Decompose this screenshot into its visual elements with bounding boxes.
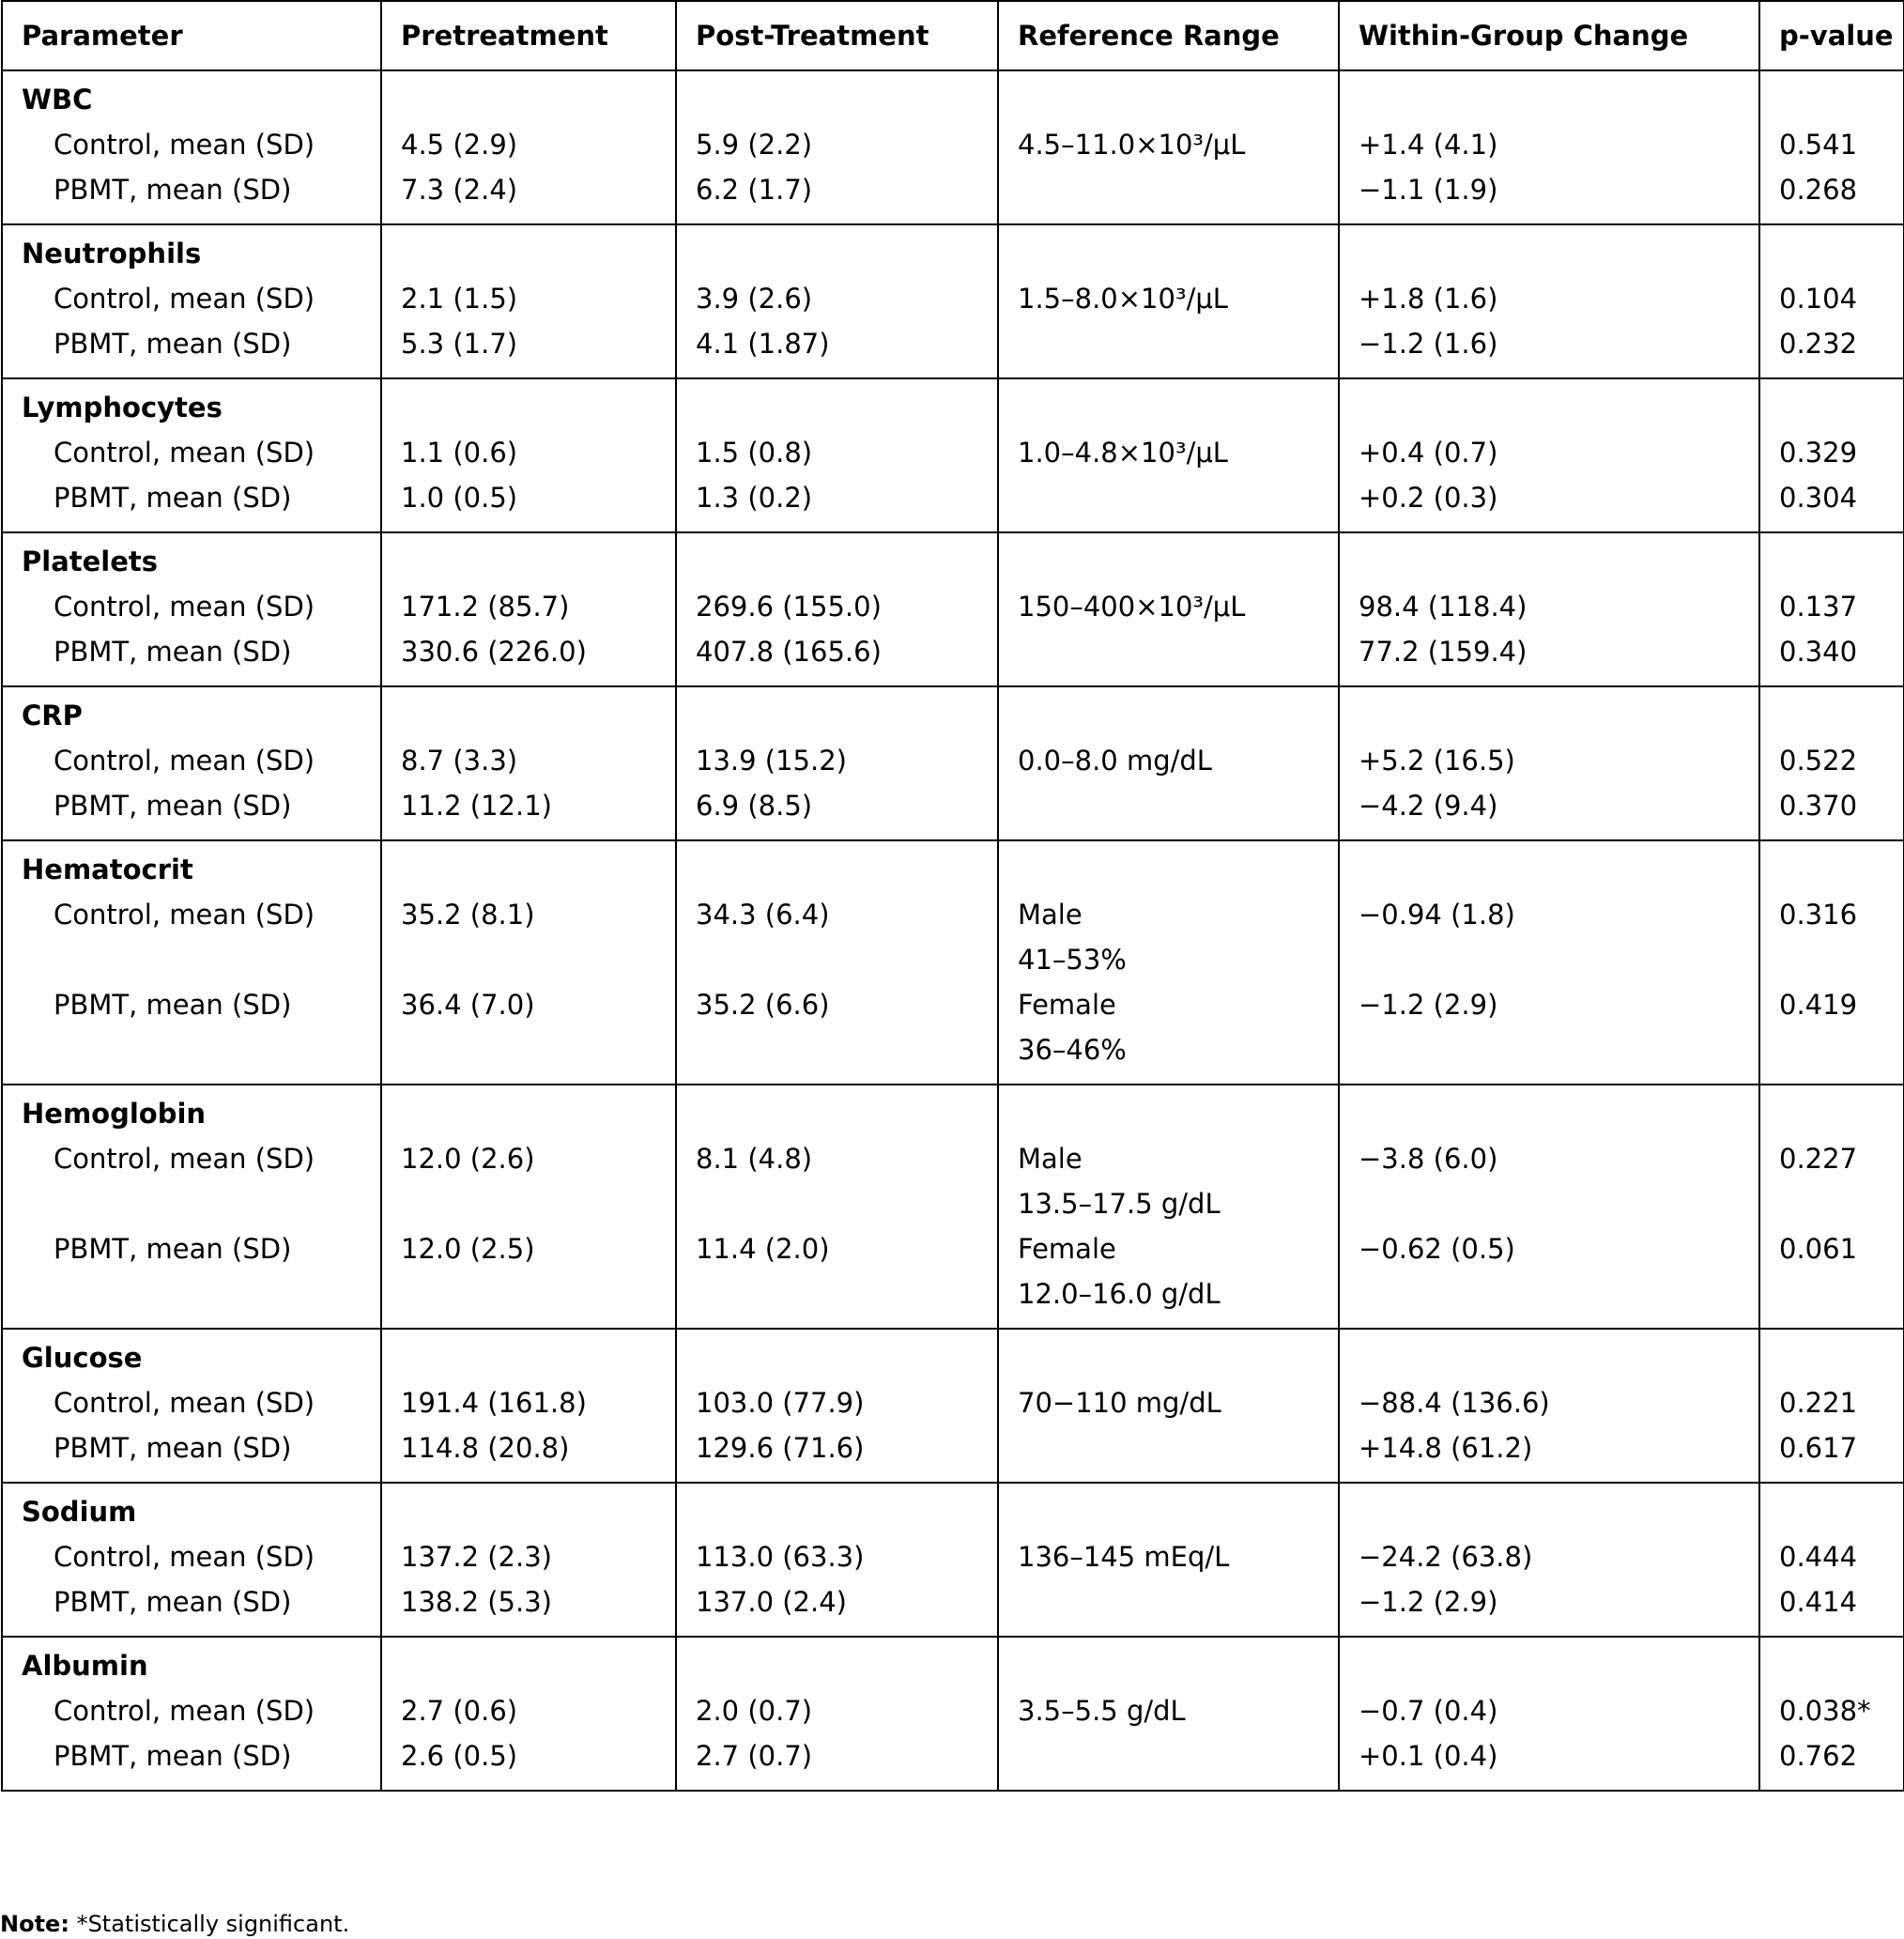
pretreatment-value: 2.7 (0.6) xyxy=(401,1695,518,1727)
parameter-cell xyxy=(2,1085,381,1329)
post-treatment-cell xyxy=(676,532,998,686)
change-value: −88.4 (136.6) xyxy=(1359,1387,1550,1419)
spacer-line xyxy=(696,385,997,430)
post-treatment-value: 129.6 (71.6) xyxy=(696,1432,865,1464)
spacer-line xyxy=(696,937,997,982)
pretreatment-cell xyxy=(381,224,676,378)
p-value-cell xyxy=(1759,70,1904,224)
post-treatment-value: 4.1 (1.87) xyxy=(696,328,830,360)
group-name: Hematocrit xyxy=(22,854,193,885)
p-value: 0.268 xyxy=(1779,174,1858,206)
group-name: WBC xyxy=(22,84,93,115)
spacer-line xyxy=(401,1643,675,1688)
spacer-line xyxy=(1018,385,1338,430)
spacer-line xyxy=(1018,693,1338,738)
row-label: PBMT, mean (SD) xyxy=(54,1233,292,1265)
post-treatment-value: 34.3 (6.4) xyxy=(696,899,830,931)
pretreatment-value: 4.5 (2.9) xyxy=(401,129,518,161)
pretreatment-cell xyxy=(381,1637,676,1791)
spacer-line xyxy=(1779,1643,1903,1688)
spacer-line xyxy=(696,1091,997,1136)
spacer-line xyxy=(22,1181,380,1226)
post-treatment-value: 3.9 (2.6) xyxy=(696,283,813,315)
pretreatment-value: 2.6 (0.5) xyxy=(401,1740,518,1772)
table-row xyxy=(2,532,1904,686)
post-treatment-value: 11.4 (2.0) xyxy=(696,1233,830,1265)
change-value: 98.4 (118.4) xyxy=(1359,591,1528,623)
spacer-line xyxy=(1018,847,1338,892)
p-value: 0.340 xyxy=(1779,636,1858,668)
spacer-line xyxy=(1779,539,1903,584)
change-cell xyxy=(1339,840,1759,1085)
pretreatment-cell xyxy=(381,840,676,1085)
p-value-cell xyxy=(1759,686,1904,840)
post-treatment-cell xyxy=(676,1483,998,1637)
spacer-line xyxy=(1359,539,1758,584)
post-treatment-cell xyxy=(676,840,998,1085)
reference-range-value: Female xyxy=(1018,989,1116,1021)
p-value-cell xyxy=(1759,378,1904,532)
change-value: −4.2 (9.4) xyxy=(1359,790,1498,822)
spacer-line xyxy=(1779,77,1903,122)
parameter-cell xyxy=(2,840,381,1085)
post-treatment-cell xyxy=(676,224,998,378)
reference-range-cell xyxy=(998,1483,1339,1637)
reference-range-cell xyxy=(998,70,1339,224)
row-label: Control, mean (SD) xyxy=(54,283,315,315)
reference-range-value: Female xyxy=(1018,1233,1116,1265)
parameter-cell xyxy=(2,1483,381,1637)
group-name: Albumin xyxy=(22,1650,148,1682)
group-name: Sodium xyxy=(22,1496,137,1528)
reference-range-value: 36–46% xyxy=(1018,1034,1127,1066)
change-value: −1.2 (2.9) xyxy=(1359,1586,1498,1618)
reference-range-cell xyxy=(998,378,1339,532)
p-value: 0.304 xyxy=(1779,482,1858,514)
reference-range-value: 13.5–17.5 g/dL xyxy=(1018,1188,1221,1220)
post-treatment-value: 5.9 (2.2) xyxy=(696,129,813,161)
spacer-line xyxy=(401,231,675,276)
p-value: 0.370 xyxy=(1779,790,1858,822)
reference-range-cell xyxy=(998,224,1339,378)
spacer-line xyxy=(401,847,675,892)
spacer-line xyxy=(1779,693,1903,738)
post-treatment-value: 269.6 (155.0) xyxy=(696,591,882,623)
reference-range-value: 4.5–11.0×10³/μL xyxy=(1018,129,1246,161)
spacer-line xyxy=(696,1335,997,1380)
post-treatment-value: 103.0 (77.9) xyxy=(696,1387,865,1419)
p-value-cell xyxy=(1759,1085,1904,1329)
p-value-cell xyxy=(1759,840,1904,1085)
row-label: Control, mean (SD) xyxy=(54,1695,315,1727)
table-header xyxy=(2,1,1904,70)
post-treatment-cell xyxy=(676,686,998,840)
p-value: 0.137 xyxy=(1779,591,1858,623)
pretreatment-value: 36.4 (7.0) xyxy=(401,989,535,1021)
row-label: Control, mean (SD) xyxy=(54,1387,315,1419)
p-value-cell xyxy=(1759,1483,1904,1637)
spacer-line xyxy=(696,1181,997,1226)
change-value: −0.62 (0.5) xyxy=(1359,1233,1515,1265)
note-label: Note: xyxy=(0,1911,69,1937)
table-row xyxy=(2,1085,1904,1329)
p-value-cell xyxy=(1759,224,1904,378)
row-label: Control, mean (SD) xyxy=(54,1143,315,1175)
p-value: 0.541 xyxy=(1779,129,1858,161)
pretreatment-value: 171.2 (85.7) xyxy=(401,591,570,623)
row-label: PBMT, mean (SD) xyxy=(54,328,292,360)
spacer-line xyxy=(401,539,675,584)
p-value-cell xyxy=(1759,1637,1904,1791)
group-name: CRP xyxy=(22,700,83,731)
change-cell xyxy=(1339,1329,1759,1483)
post-treatment-cell xyxy=(676,1329,998,1483)
group-name: Neutrophils xyxy=(22,238,202,269)
pretreatment-cell xyxy=(381,686,676,840)
spacer-line xyxy=(401,1181,675,1226)
reference-range-value: 1.5–8.0×10³/μL xyxy=(1018,283,1228,315)
change-value: −24.2 (63.8) xyxy=(1359,1541,1533,1573)
pretreatment-cell xyxy=(381,1085,676,1329)
spacer-line xyxy=(1018,1643,1338,1688)
spacer-line xyxy=(401,77,675,122)
change-value: +0.4 (0.7) xyxy=(1359,437,1498,469)
header-p-value: p-value xyxy=(1759,1,1904,70)
spacer-line xyxy=(401,1335,675,1380)
spacer-line xyxy=(401,693,675,738)
pretreatment-value: 8.7 (3.3) xyxy=(401,745,518,777)
pretreatment-cell xyxy=(381,1483,676,1637)
header-pretreatment: Pretreatment xyxy=(381,1,676,70)
change-cell xyxy=(1339,224,1759,378)
p-value: 0.414 xyxy=(1779,1586,1858,1618)
p-value: 0.221 xyxy=(1779,1387,1858,1419)
spacer-line xyxy=(1359,1489,1758,1534)
change-cell xyxy=(1339,1085,1759,1329)
row-label: Control, mean (SD) xyxy=(54,591,315,623)
table-row xyxy=(2,70,1904,224)
row-label: PBMT, mean (SD) xyxy=(54,1586,292,1618)
change-cell xyxy=(1339,1483,1759,1637)
spacer-line xyxy=(1779,847,1903,892)
p-value: 0.232 xyxy=(1779,328,1858,360)
spacer-line xyxy=(696,693,997,738)
change-value: −0.7 (0.4) xyxy=(1359,1695,1498,1727)
post-treatment-value: 2.7 (0.7) xyxy=(696,1740,813,1772)
row-label: Control, mean (SD) xyxy=(54,745,315,777)
row-label: PBMT, mean (SD) xyxy=(54,790,292,822)
spacer-line xyxy=(696,77,997,122)
pretreatment-value: 1.0 (0.5) xyxy=(401,482,518,514)
spacer-line xyxy=(1359,77,1758,122)
parameter-cell xyxy=(2,1329,381,1483)
reference-range-cell xyxy=(998,840,1339,1085)
row-label: Control, mean (SD) xyxy=(54,1541,315,1573)
pretreatment-value: 7.3 (2.4) xyxy=(401,174,518,206)
header-within-group-change: Within-Group Change xyxy=(1339,1,1759,70)
post-treatment-value: 2.0 (0.7) xyxy=(696,1695,813,1727)
row-label: PBMT, mean (SD) xyxy=(54,482,292,514)
pretreatment-cell xyxy=(381,378,676,532)
post-treatment-cell xyxy=(676,1085,998,1329)
table-row xyxy=(2,1329,1904,1483)
table-row xyxy=(2,1483,1904,1637)
spacer-line xyxy=(1018,77,1338,122)
spacer-line xyxy=(1779,385,1903,430)
post-treatment-value: 6.9 (8.5) xyxy=(696,790,813,822)
post-treatment-value: 13.9 (15.2) xyxy=(696,745,847,777)
spacer-line xyxy=(696,1643,997,1688)
spacer-line xyxy=(22,937,380,982)
p-value: 0.444 xyxy=(1779,1541,1858,1573)
p-value-cell xyxy=(1759,1329,1904,1483)
spacer-line xyxy=(1018,1489,1338,1534)
spacer-line xyxy=(696,539,997,584)
table-note xyxy=(0,1910,349,1938)
parameter-cell xyxy=(2,1637,381,1791)
change-cell xyxy=(1339,378,1759,532)
table-row xyxy=(2,840,1904,1085)
change-value: 77.2 (159.4) xyxy=(1359,636,1528,668)
pretreatment-cell xyxy=(381,532,676,686)
post-treatment-value: 407.8 (165.6) xyxy=(696,636,882,668)
header-parameter: Parameter xyxy=(2,1,381,70)
pretreatment-value: 5.3 (1.7) xyxy=(401,328,518,360)
spacer-line xyxy=(1779,1489,1903,1534)
p-value: 0.762 xyxy=(1779,1740,1858,1772)
spacer-line xyxy=(401,1091,675,1136)
reference-range-value: 136–145 mEq/L xyxy=(1018,1541,1230,1573)
row-label: Control, mean (SD) xyxy=(54,899,315,931)
header-post-treatment: Post-Treatment xyxy=(676,1,998,70)
reference-range-cell xyxy=(998,1085,1339,1329)
post-treatment-value: 8.1 (4.8) xyxy=(696,1143,813,1175)
p-value: 0.419 xyxy=(1779,989,1858,1021)
post-treatment-cell xyxy=(676,378,998,532)
spacer-line xyxy=(1359,1091,1758,1136)
group-name: Glucose xyxy=(22,1342,143,1374)
spacer-line xyxy=(1779,1091,1903,1136)
change-value: −0.94 (1.8) xyxy=(1359,899,1515,931)
p-value: 0.061 xyxy=(1779,1233,1858,1265)
reference-range-value: 0.0–8.0 mg/dL xyxy=(1018,745,1212,777)
spacer-line xyxy=(1779,937,1903,982)
p-value: 0.617 xyxy=(1779,1432,1858,1464)
p-value-cell xyxy=(1759,532,1904,686)
reference-range-value: Male xyxy=(1018,899,1083,931)
p-value: 0.522 xyxy=(1779,745,1858,777)
spacer-line xyxy=(1779,231,1903,276)
table-row xyxy=(2,378,1904,532)
group-name: Hemoglobin xyxy=(22,1098,207,1130)
pretreatment-value: 114.8 (20.8) xyxy=(401,1432,570,1464)
spacer-line xyxy=(1359,385,1758,430)
change-value: −3.8 (6.0) xyxy=(1359,1143,1498,1175)
pretreatment-value: 330.6 (226.0) xyxy=(401,636,587,668)
spacer-line xyxy=(401,937,675,982)
spacer-line xyxy=(1359,1643,1758,1688)
post-treatment-value: 137.0 (2.4) xyxy=(696,1586,847,1618)
table-row xyxy=(2,1637,1904,1791)
change-value: +1.4 (4.1) xyxy=(1359,129,1498,161)
spacer-line xyxy=(1779,1181,1903,1226)
spacer-line xyxy=(696,847,997,892)
row-label: PBMT, mean (SD) xyxy=(54,174,292,206)
table-row xyxy=(2,224,1904,378)
row-label: Control, mean (SD) xyxy=(54,437,315,469)
row-label: PBMT, mean (SD) xyxy=(54,1432,292,1464)
row-label: PBMT, mean (SD) xyxy=(54,1740,292,1772)
change-value: +14.8 (61.2) xyxy=(1359,1432,1533,1464)
row-label: PBMT, mean (SD) xyxy=(54,989,292,1021)
parameter-cell xyxy=(2,686,381,840)
group-name: Lymphocytes xyxy=(22,392,223,423)
spacer-line xyxy=(1359,847,1758,892)
reference-range-value: 41–53% xyxy=(1018,944,1127,976)
reference-range-cell xyxy=(998,686,1339,840)
pretreatment-value: 191.4 (161.8) xyxy=(401,1387,587,1419)
change-cell xyxy=(1339,1637,1759,1791)
pretreatment-value: 11.2 (12.1) xyxy=(401,790,552,822)
spacer-line xyxy=(1359,693,1758,738)
reference-range-cell xyxy=(998,1637,1339,1791)
change-value: −1.1 (1.9) xyxy=(1359,174,1498,206)
spacer-line xyxy=(696,231,997,276)
parameter-cell xyxy=(2,224,381,378)
change-cell xyxy=(1339,686,1759,840)
header-row xyxy=(2,1,1904,70)
note-text: *Statistically significant. xyxy=(76,1911,350,1937)
table-row xyxy=(2,686,1904,840)
pretreatment-value: 137.2 (2.3) xyxy=(401,1541,552,1573)
spacer-line xyxy=(1359,937,1758,982)
reference-range-value: 3.5–5.5 g/dL xyxy=(1018,1695,1186,1727)
parameter-cell xyxy=(2,378,381,532)
row-label: Control, mean (SD) xyxy=(54,129,315,161)
spacer-line xyxy=(401,1489,675,1534)
reference-range-value: 12.0–16.0 g/dL xyxy=(1018,1278,1221,1310)
post-treatment-value: 113.0 (63.3) xyxy=(696,1541,865,1573)
change-value: +0.1 (0.4) xyxy=(1359,1740,1498,1772)
post-treatment-value: 1.5 (0.8) xyxy=(696,437,813,469)
pretreatment-cell xyxy=(381,70,676,224)
spacer-line xyxy=(1779,1335,1903,1380)
pretreatment-value: 12.0 (2.6) xyxy=(401,1143,535,1175)
spacer-line xyxy=(1018,1335,1338,1380)
change-value: +1.8 (1.6) xyxy=(1359,283,1498,315)
row-label: PBMT, mean (SD) xyxy=(54,636,292,668)
reference-range-cell xyxy=(998,532,1339,686)
post-treatment-value: 35.2 (6.6) xyxy=(696,989,830,1021)
post-treatment-cell xyxy=(676,1637,998,1791)
change-value: −1.2 (2.9) xyxy=(1359,989,1498,1021)
table-body xyxy=(2,70,1904,1791)
header-reference-range: Reference Range xyxy=(998,1,1339,70)
spacer-line xyxy=(696,1489,997,1534)
reference-range-cell xyxy=(998,1329,1339,1483)
group-name: Platelets xyxy=(22,546,159,577)
post-treatment-cell xyxy=(676,70,998,224)
pretreatment-cell xyxy=(381,1329,676,1483)
change-cell xyxy=(1339,532,1759,686)
parameter-cell xyxy=(2,70,381,224)
change-value: −1.2 (1.6) xyxy=(1359,328,1498,360)
p-value: 0.104 xyxy=(1779,283,1858,315)
p-value: 0.038* xyxy=(1779,1695,1871,1727)
change-value: +5.2 (16.5) xyxy=(1359,745,1515,777)
reference-range-value: Male xyxy=(1018,1143,1083,1175)
parameter-cell xyxy=(2,532,381,686)
spacer-line xyxy=(1018,231,1338,276)
change-cell xyxy=(1339,70,1759,224)
post-treatment-value: 6.2 (1.7) xyxy=(696,174,813,206)
reference-range-value: 70−110 mg/dL xyxy=(1018,1387,1221,1419)
pretreatment-value: 2.1 (1.5) xyxy=(401,283,518,315)
pretreatment-value: 1.1 (0.6) xyxy=(401,437,518,469)
pretreatment-value: 138.2 (5.3) xyxy=(401,1586,552,1618)
post-treatment-value: 1.3 (0.2) xyxy=(696,482,813,514)
pretreatment-value: 12.0 (2.5) xyxy=(401,1233,535,1265)
p-value: 0.329 xyxy=(1779,437,1858,469)
p-value: 0.316 xyxy=(1779,899,1858,931)
spacer-line xyxy=(1359,231,1758,276)
pretreatment-value: 35.2 (8.1) xyxy=(401,899,535,931)
reference-range-value: 1.0–4.8×10³/μL xyxy=(1018,437,1228,469)
spacer-line xyxy=(1018,1091,1338,1136)
lab-results-table xyxy=(1,0,1904,1792)
p-value: 0.227 xyxy=(1779,1143,1858,1175)
spacer-line xyxy=(1018,539,1338,584)
spacer-line xyxy=(401,385,675,430)
change-value: +0.2 (0.3) xyxy=(1359,482,1498,514)
spacer-line xyxy=(1359,1181,1758,1226)
reference-range-value: 150–400×10³/μL xyxy=(1018,591,1246,623)
spacer-line xyxy=(1359,1335,1758,1380)
